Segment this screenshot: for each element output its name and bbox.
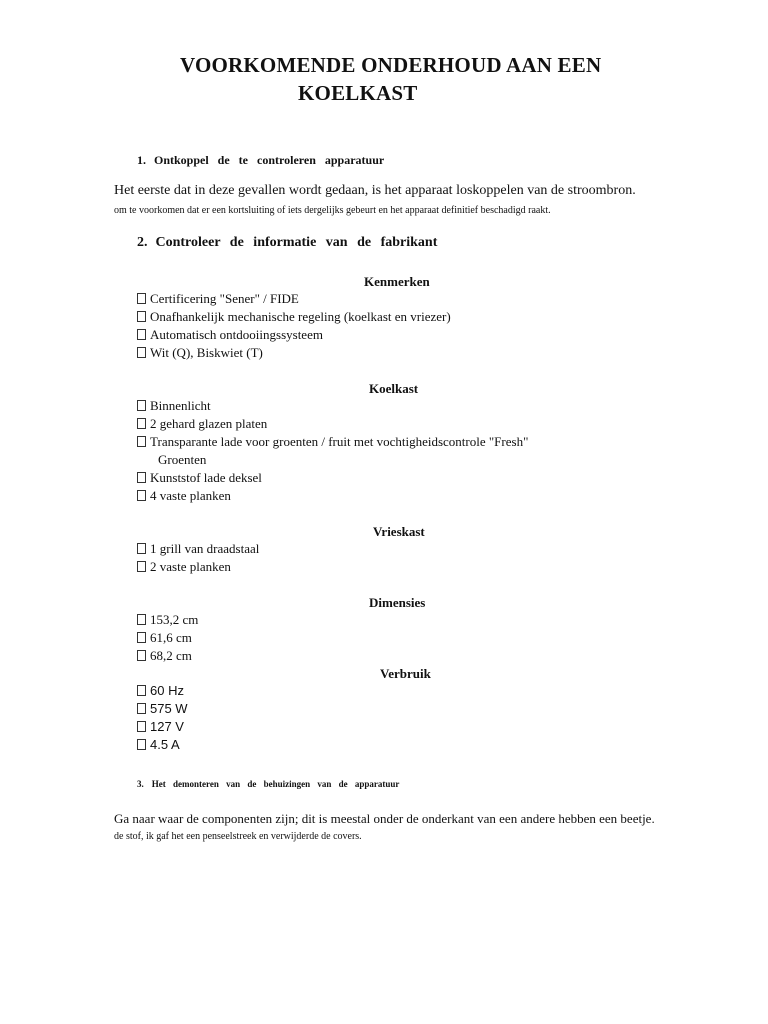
checkbox-bullet-icon xyxy=(137,293,146,304)
checkbox-bullet-icon xyxy=(137,739,146,750)
list-item-text: 61,6 cm xyxy=(150,630,192,645)
vrieskast-heading: Vrieskast xyxy=(373,524,425,539)
list-item xyxy=(137,308,451,326)
checkbox-bullet-icon xyxy=(137,311,146,322)
list-item xyxy=(137,344,451,362)
document-title-line-2: KOELKAST xyxy=(298,81,418,105)
dimensies-heading: Dimensies xyxy=(369,595,426,610)
checkbox-bullet-icon xyxy=(137,650,146,661)
list-item-text: 575 W xyxy=(150,701,188,716)
list-item xyxy=(137,718,188,736)
section-3-heading xyxy=(137,779,399,789)
section-3-paragraph-small: de stof, ik gaf het een penseelstreek en verwijderde de covers. xyxy=(114,831,362,842)
section-2-number: 2. xyxy=(137,235,148,250)
list-item-text: Binnenlicht xyxy=(150,398,211,413)
section-2-heading-text: Controleer de informatie van de fabrikant xyxy=(155,235,438,250)
list-item-text: 2 vaste planken xyxy=(150,559,231,574)
section-1-paragraph-large: Het eerste dat in deze gevallen wordt gedaan, is het apparaat loskoppelen van de stroombron. xyxy=(114,183,636,198)
list-item-text: Automatisch ontdooiingssysteem xyxy=(150,327,323,342)
koelkast-heading: Koelkast xyxy=(369,381,419,396)
list-item xyxy=(137,629,198,647)
list-item-text: 127 V xyxy=(150,719,184,734)
list-item-text: 60 Hz xyxy=(150,683,184,698)
verbruik-heading: Verbruik xyxy=(380,666,431,681)
checkbox-bullet-icon xyxy=(137,400,146,411)
section-3-number: 3. xyxy=(137,779,144,789)
section-1-heading xyxy=(137,153,384,168)
checkbox-bullet-icon xyxy=(137,472,146,483)
list-item xyxy=(137,647,198,665)
checkbox-bullet-icon xyxy=(137,632,146,643)
list-item xyxy=(137,700,188,718)
list-item xyxy=(137,290,451,308)
kenmerken-heading: Kenmerken xyxy=(364,274,430,289)
list-item xyxy=(137,433,528,451)
list-item xyxy=(137,415,528,433)
list-item xyxy=(137,682,188,700)
checkbox-bullet-icon xyxy=(137,436,146,447)
checkbox-bullet-icon xyxy=(137,614,146,625)
checkbox-bullet-icon xyxy=(137,490,146,501)
list-item-text: 68,2 cm xyxy=(150,648,192,663)
list-item-text: Kunststof lade deksel xyxy=(150,470,262,485)
checkbox-bullet-icon xyxy=(137,561,146,572)
document-title-line-1: VOORKOMENDE ONDERHOUD AAN EEN xyxy=(180,53,602,77)
checkbox-bullet-icon xyxy=(137,685,146,696)
list-item xyxy=(137,540,259,558)
checkbox-bullet-icon xyxy=(137,543,146,554)
section-3-heading-text: Het demonteren van de behuizingen van de apparatuur xyxy=(151,779,400,789)
list-item xyxy=(137,487,528,505)
checkbox-bullet-icon xyxy=(137,418,146,429)
list-item xyxy=(137,611,198,629)
kenmerken-list xyxy=(137,290,451,362)
list-item xyxy=(137,326,451,344)
checkbox-bullet-icon xyxy=(137,703,146,714)
list-item-text: Onafhankelijk mechanische regeling (koelkast en vriezer) xyxy=(150,309,451,324)
section-1-heading-text: Ontkoppel de te controleren apparatuur xyxy=(154,153,385,167)
list-item-text: 153,2 cm xyxy=(150,612,199,627)
list-item-text: Wit (Q), Biskwiet (T) xyxy=(150,345,263,360)
section-3-paragraph-large: Ga naar waar de componenten zijn; dit is meestal onder de onderkant van een andere hebben een beetje. xyxy=(114,811,655,826)
verbruik-list xyxy=(137,682,188,754)
list-item-text: 4 vaste planken xyxy=(150,488,231,503)
checkbox-bullet-icon xyxy=(137,721,146,732)
section-1-number: 1. xyxy=(137,153,146,167)
koelkast-list xyxy=(137,397,528,505)
list-item xyxy=(137,397,528,415)
section-1-paragraph-small: om te voorkomen dat er een kortsluiting of iets dergelijks gebeurt en het apparaat definitief beschadigd raakt. xyxy=(114,205,551,216)
list-item xyxy=(137,469,528,487)
list-item-text: 1 grill van draadstaal xyxy=(150,541,260,556)
list-item xyxy=(137,558,259,576)
vrieskast-list xyxy=(137,540,259,576)
list-item-text: Transparante lade voor groenten / fruit met vochtigheidscontrole "Fresh" xyxy=(150,434,529,449)
checkbox-bullet-icon xyxy=(137,347,146,358)
section-2-heading xyxy=(137,235,437,251)
list-item-text: Certificering "Sener" / FIDE xyxy=(150,291,299,306)
list-item-text: 4.5 A xyxy=(150,737,180,752)
list-item xyxy=(137,736,188,754)
dimensies-list xyxy=(137,611,198,665)
list-item-text: 2 gehard glazen platen xyxy=(150,416,268,431)
checkbox-bullet-icon xyxy=(137,329,146,340)
list-item-continuation: Groenten xyxy=(158,452,207,467)
